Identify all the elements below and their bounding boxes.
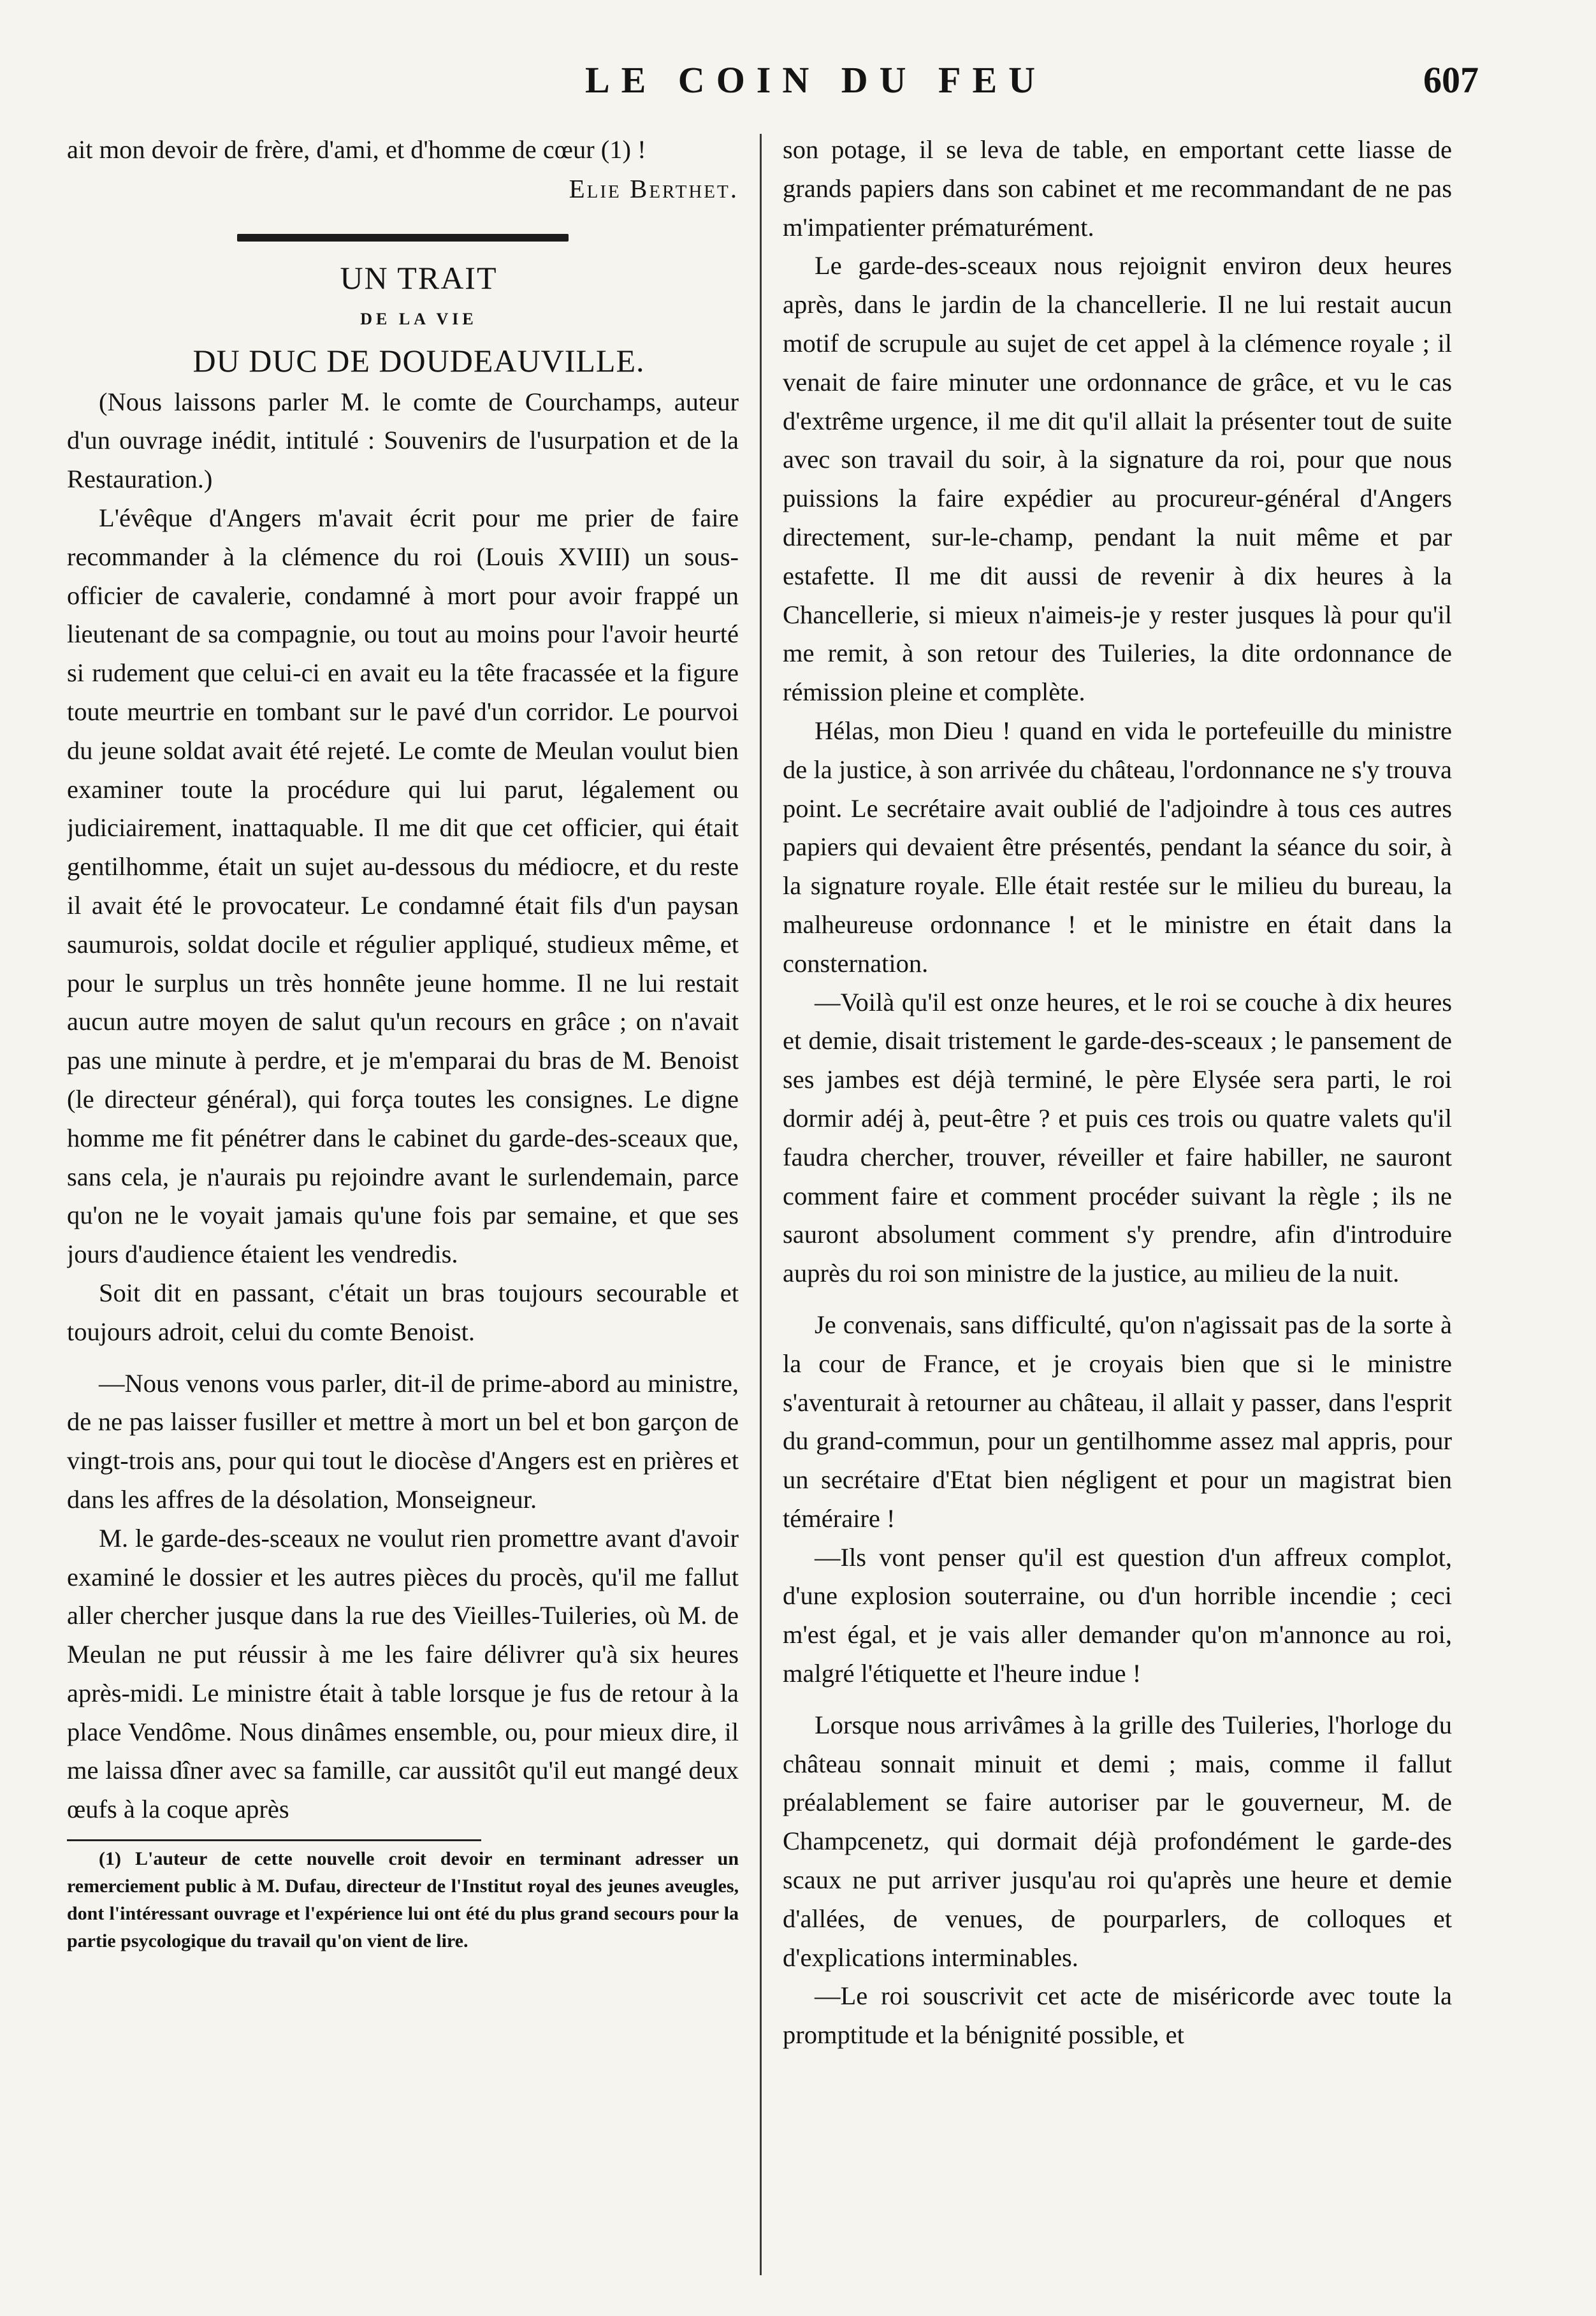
left-column — [67, 131, 739, 2285]
article-title-2: DU DUC DE DOUDEAUVILLE. — [192, 342, 645, 379]
running-title: LE COIN DU FEU — [584, 59, 1047, 101]
page-header — [153, 59, 1479, 110]
paragraph: (Nous laissons parler M. le comte de Courchamps, auteur d'un ouvrage inédit, intitulé : Souvenirs de l'usurpation et de la Restauration.) — [67, 387, 739, 494]
intro-paragraph: ait mon devoir de frère, d'ami, et d'homme de cœur (1) ! — [67, 135, 646, 164]
page-number: 607 — [1423, 59, 1479, 101]
paragraph: —Nous venons vous parler, dit-il de prime-abord au ministre, de ne pas laisser fusiller et mettre à mort un bel et bon garçon de vingt-trois ans, pour qui tout le diocèse d'Angers est en prières et dans les affres de la désolation, Monseigneur. — [67, 1368, 739, 1514]
paragraph: —Le roi souscrivit cet acte de miséricorde avec toute la promptitude et la bénignité possible, et — [783, 1981, 1452, 2050]
paragraph: Hélas, mon Dieu ! quand en vida le portefeuille du ministre de la justice, à son arrivée du château, l'ordonnance ne s'y trouva point. Le secrétaire avait oublié de l'adjoindre à tous ces autres papiers qui devaient être présentés, pendant la séance du soir, à la signature royale. Elle était restée sur le milieu du bureau, la malheureuse ordonnance ! et le ministre en était dans la consternation. — [783, 716, 1452, 978]
section-separator — [237, 234, 569, 242]
paragraph: son potage, il se leva de table, en emportant cette liasse de grands papiers dans son cabinet et me recommandant de ne pas m'impatienter prématurément. — [783, 135, 1452, 242]
paragraph: L'évêque d'Angers m'avait écrit pour me prier de faire recommander à la clémence du roi (Louis XVIII) un sous-officier de cavalerie, condamné à mort pour avoir frappé un lieutenant de sa compagnie, ou tout au moins pour l'avoir heurté si rudement que celui-ci en avait eu la tête fracassée et la figure toute meurtrie en tombant sur le pavé d'un corridor. Le pourvoi du jeune soldat avait été rejeté. Le comte de Meulan voulut bien examiner toute la procédure qui lui parut, légalement ou judiciairement, inattaquable. Il me dit que cet officier, qui était gentilhomme, était un sujet au-dessous du médiocre, et du reste il avait été le provocateur. Le condamné était fils d'un paysan saumurois, soldat docile et régulier appliqué, studieux même, et pour le surplus un très honnête jeune homme. Il ne lui restait aucun autre moyen de salut qu'un recours en grâce ; on n'avait pas une minute à perdre, et je m'emparai du bras de M. Benoist (le directeur général), qui força toutes les consignes. Le digne homme me fit pénétrer dans le cabinet du garde-des-sceaux que, sans cela, je n'aurais pu rejoindre avant le surlendemain, parce qu'on ne le voyait jamais qu'une fois par semaine, et que ses jours d'audience étaient les vendredis. — [67, 503, 739, 1269]
article-subtitle: DE LA VIE — [360, 309, 477, 328]
footnote: (1) L'auteur de cette nouvelle croit devoir en terminant adresser un remerciement public à M. Dufau, directeur de l'Institut royal des jeunes aveugles, dont l'intéressant ouvrage et l'expérience lui ont été du plus grand secours pour la partie psycologique du travail qu'on vient de lire. — [67, 1848, 739, 1952]
paragraph: —Voilà qu'il est onze heures, et le roi se couche à dix heures et demie, disait tristement le garde-des-sceaux ; le pansement de ses jambes est déjà terminé, le père Elysée sera parti, le roi dormir adéj à, peut-être ? et puis ces trois ou quatre valets qu'il faudra chercher, trouver, réveiller et faire habiller, ne sauront comment faire et comment procéder suivant la règle ; ils ne sauront absolument comment s'y prendre, afin d'introduire auprès du roi son ministre de la justice, au milieu de la nuit. — [783, 987, 1452, 1288]
right-column — [783, 131, 1452, 2285]
footnote-rule — [67, 1839, 481, 1841]
paragraph: Je convenais, sans difficulté, qu'on n'agissait pas de la sorte à la cour de France, et je croyais bien que si le ministre s'aventurait à retourner au château, il allait y passer, dans l'esprit du grand-commun, pour un gentilhomme assez mal appris, pour un secrétaire d'Etat bien négligent et pour un magistrat bien téméraire ! — [783, 1310, 1452, 1533]
article-title: UN TRAIT — [340, 259, 498, 296]
paragraph: Lorsque nous arrivâmes à la grille des Tuileries, l'horloge du château sonnait minuit et demi ; mais, comme il fallut préalablement se faire autoriser par le gouverneur, M. de Champcenetz, qui dormait déjà profondément le garde-des scaux ne put arriver jusqu'au roi qu'après une heure et demie d'allées, de venues, de pourparlers, de colloques et d'explications interminables. — [783, 1710, 1452, 1972]
paragraph: Le garde-des-sceaux nous rejoignit environ deux heures après, dans le jardin de la chancellerie. Il ne lui restait aucun motif de scrupule au sujet de cet appel à la clémence royale ; il venait de faire minuter une ordonnance de grâce, et vu le cas d'extrême urgence, il me dit qu'il allait la présenter tout de suite avec son travail du soir, à la signature da roi, pour que nous puissions la faire expédier au procureur-général d'Angers directement, sur-le-champ, pendant la nuit même et par estafette. Il me dit aussi de revenir à dix heures à la Chancellerie, si mieux n'aimeis-je y rester jusques là pour qu'il me remit, à son retour des Tuileries, la dite ordonnance de rémission pleine et complète. — [783, 251, 1452, 707]
paragraph: Soit dit en passant, c'était un bras toujours secourable et toujours adroit, celui du comte Benoist. — [67, 1278, 739, 1346]
author-signature: Elie Berthet. — [569, 173, 739, 203]
column-divider — [760, 134, 762, 2275]
paragraph: M. le garde-des-sceaux ne voulut rien promettre avant d'avoir examiné le dossier et les autres pièces du procès, qu'il me fallut aller chercher jusque dans la rue des Vieilles-Tuileries, où M. de Meulan ne put réussir à me les faire délivrer qu'à six heures après-midi. Le ministre était à table lorsque je fus de retour à la place Vendôme. Nous dinâmes ensemble, ou, pour mieux dire, il me laissa dîner avec sa famille, car aussitôt qu'il eut mangé deux œufs à la coque après — [67, 1523, 739, 1824]
paragraph: —Ils vont penser qu'il est question d'un affreux complot, d'une explosion souterraine, ou d'un horrible incendie ; ceci m'est égal, et je vais aller demander qu'on m'annonce au roi, malgré l'étiquette et l'heure indue ! — [783, 1542, 1452, 1688]
